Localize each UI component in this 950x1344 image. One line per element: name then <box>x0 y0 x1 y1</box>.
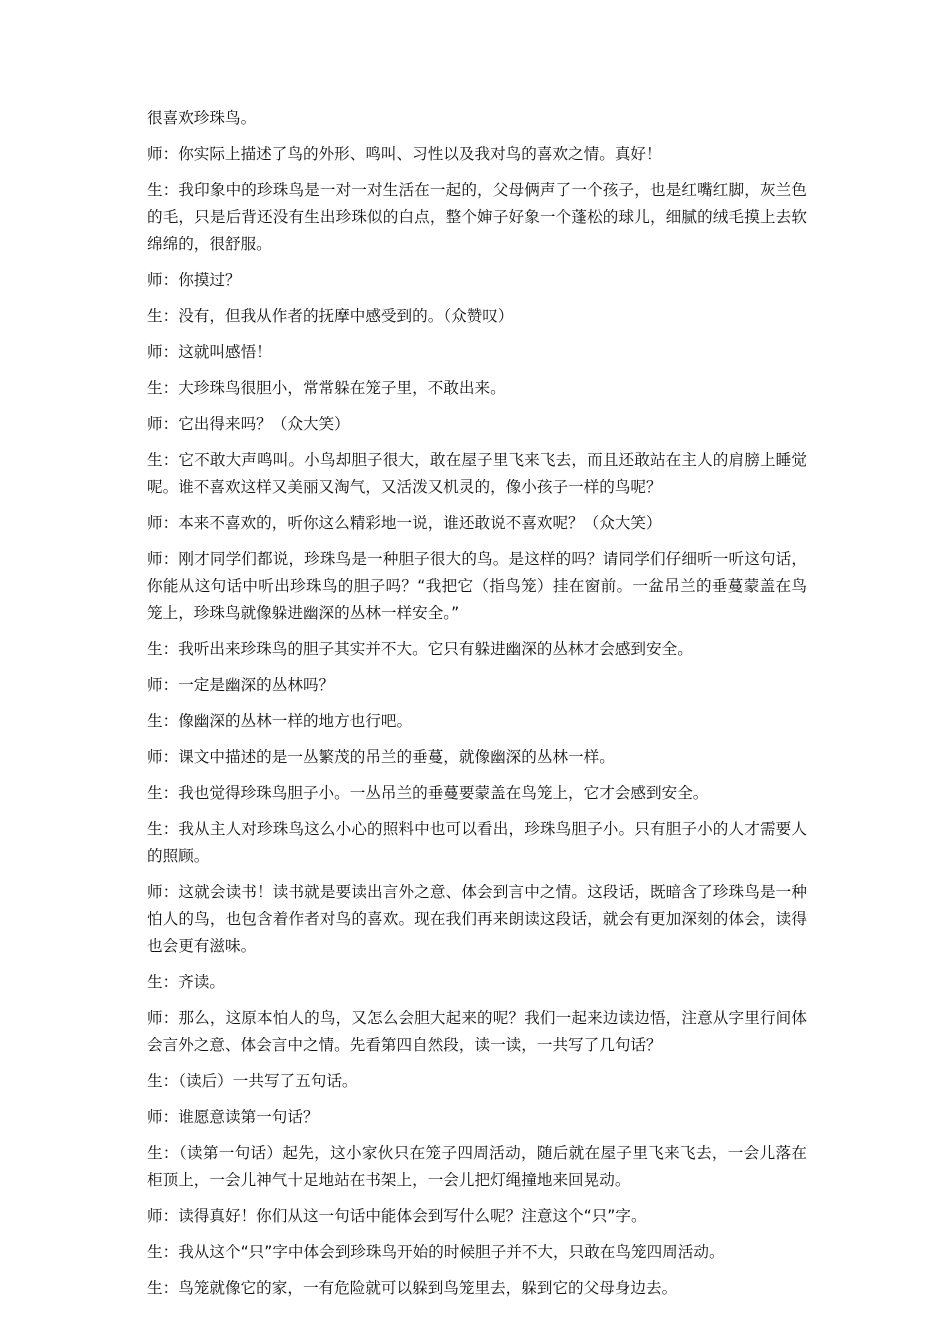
paragraph: 师：本来不喜欢的，听你这么精彩地一说，谁还敢说不喜欢呢？（众大笑） <box>147 514 662 532</box>
paragraph: 生：我听出来珍珠鸟的胆子其实并不大。它只有躲进幽深的丛林才会感到安全。 <box>147 640 693 658</box>
paragraph: 生：它不敢大声鸣叫。小鸟却胆子很大，敢在屋子里飞来飞去，而且还敢站在主人的肩膀上睡觉呢。谁不喜欢这样又美丽又淘气，又活泼又机灵的，像小孩子一样的鸟呢？ <box>147 451 807 496</box>
document-body <box>147 105 807 1311</box>
paragraph: 生：（读后）一共写了五句话。 <box>147 1072 358 1090</box>
paragraph: 师：这就会读书！读书就是要读出言外之意、体会到言中之情。这段话，既暗含了珍珠鸟是一种怕人的鸟，也包含着作者对鸟的喜欢。现在我们再来朗读这段话，就会有更加深刻的体会，读得也会更有滋味。 <box>147 883 807 955</box>
paragraph: 师：一定是幽深的丛林吗？ <box>147 676 335 694</box>
paragraph: 师：你摸过？ <box>147 271 241 289</box>
paragraph: 师：这就叫感悟！ <box>147 343 272 361</box>
paragraph: 师：你实际上描述了鸟的外形、鸣叫、习性以及我对鸟的喜欢之情。真好！ <box>147 145 662 163</box>
paragraph: 生：鸟笼就像它的家，一有危险就可以躲到鸟笼里去，躲到它的父母身边去。 <box>147 1279 678 1297</box>
paragraph: 很喜欢珍珠鸟。 <box>147 109 257 127</box>
paragraph: 生：没有，但我从作者的抚摩中感受到的。（众赞叹） <box>147 307 514 325</box>
paragraph: 生：我也觉得珍珠鸟胆子小。一丛吊兰的垂蔓要蒙盖在鸟笼上，它才会感到安全。 <box>147 784 709 802</box>
paragraph: 生：我从这个“只”字中体会到珍珠鸟开始的时候胆子并不大，只敢在鸟笼四周活动。 <box>147 1243 725 1261</box>
paragraph: 生：齐读。 <box>147 973 225 991</box>
paragraph: 生：我印象中的珍珠鸟是一对一对生活在一起的，父母俩声了一个孩子，也是红嘴红脚，灰兰色的毛，只是后背还没有生出珍珠似的白点，整个婶子好象一个蓬松的球儿，细腻的绒毛摸上去软绵绵的，很舒服。 <box>147 181 807 253</box>
paragraph: 师：那么，这原本怕人的鸟，又怎么会胆大起来的呢？我们一起来边读边悟，注意从字里行间体会言外之意、体会言中之情。先看第四自然段，读一读，一共写了几句话？ <box>147 1009 807 1054</box>
paragraph: 师：它出得来吗？（众大笑） <box>147 415 350 433</box>
paragraph: 生：像幽深的丛林一样的地方也行吧。 <box>147 712 413 730</box>
paragraph: 师：谁愿意读第一句话？ <box>147 1108 319 1126</box>
paragraph: 师：课文中描述的是一丛繁茂的吊兰的垂蔓，就像幽深的丛林一样。 <box>147 748 615 766</box>
paragraph: 生：（读第一句话）起先，这小家伙只在笼子四周活动，随后就在屋子里飞来飞去，一会儿落在柜顶上，一会儿神气十足地站在书架上，一会儿把灯绳撞地来回晃动。 <box>147 1144 807 1189</box>
paragraph: 师：读得真好！你们从这一句话中能体会到写什么呢？注意这个“只”字。 <box>147 1207 647 1225</box>
paragraph: 生：我从主人对珍珠鸟这么小心的照料中也可以看出，珍珠鸟胆子小。只有胆子小的人才需要人的照顾。 <box>147 820 807 865</box>
paragraph: 师：刚才同学们都说，珍珠鸟是一种胆子很大的鸟。是这样的吗？请同学们仔细听一听这句话，你能从这句话中听出珍珠鸟的胆子吗？“我把它（指鸟笼）挂在窗前。一盆吊兰的垂蔓蒙盖在鸟笼上，珍珠鸟就像躲进幽深的丛林一样安全。” <box>147 550 807 622</box>
paragraph: 生：大珍珠鸟很胆小，常常躲在笼子里，不敢出来。 <box>147 379 506 397</box>
